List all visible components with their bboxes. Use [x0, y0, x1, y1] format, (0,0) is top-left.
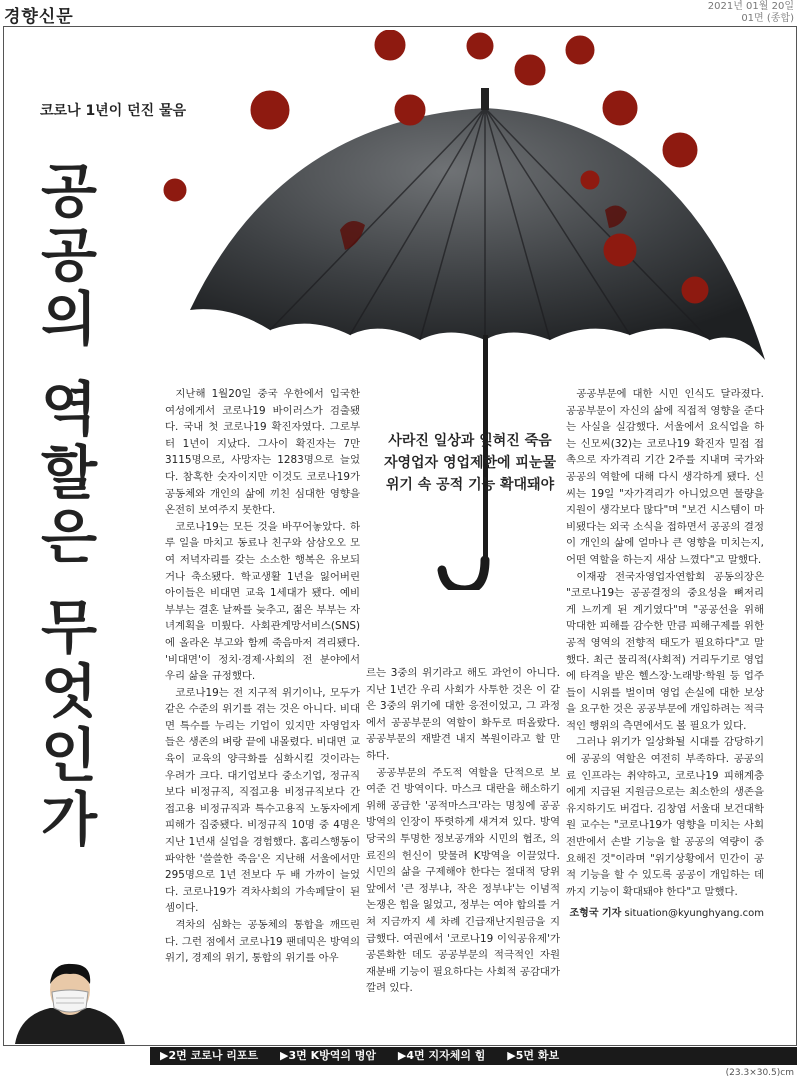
deck-line: 위기 속 공적 기능 확대돼야	[385, 477, 555, 493]
index-link[interactable]: ▶3면 K방역의 명암	[280, 1049, 377, 1062]
deck-line: 자영업자 영업제한에 피눈물	[383, 455, 557, 471]
reporter-name: 조형국 기자	[569, 908, 622, 920]
paragraph: 지난해 1월20일 중국 우한에서 입국한 여성에게서 코로나19 바이러스가 검출됐다. 국내 첫 코로나19 확진자였다. 그로부터 1년이 지났다. 그사이 확진자는 7만 3115명으로, 사망자는 1283명으로 늘었다. 참혹한 숫자이지만 이것도 코로나19가 공동체와 개인의 삶에 끼친 심대한 영향을 온전히 보여주지 못한다.	[165, 388, 360, 517]
kicker: 코로나 1년이 던진 물음	[40, 103, 187, 119]
page-line: 01면 (종합)	[741, 13, 794, 24]
footer-index	[150, 1047, 797, 1065]
reporter-email: situation@kyunghyang.com	[624, 908, 764, 920]
deck	[370, 430, 570, 496]
paragraph: 그러나 위기가 일상화될 시대를 감당하기에 공공의 역할은 여전히 부족하다. 공공의료 인프라는 취약하고, 코로나19 피해계층에게 지급된 지원금으로는 최소한의 생존을 유지하기도 버겁다. 김창엽 서울대 보건대학원 교수는 "코로나19가 영향을 미치는 사회 전반에서 손발 기능을 할 공공의 역량이 중요해진 것"이라며 "위기상황에서 민간이 공적 기능을 할 수 있도록 공공이 개입하는 데까지 기능이 확대돼야 한다"고 말했다.	[566, 736, 764, 898]
index-link[interactable]: ▶5면 화보	[507, 1049, 560, 1062]
reporter-avatar	[10, 960, 130, 1044]
paragraph: 코로나19는 전 지구적 위기이나, 모두가 같은 수준의 위기를 겪는 것은 아니다. 비대면 특수를 누리는 기업이 있지만 자영업자들은 생존의 벼랑 끝에 내몰렸다. 비대면 교육이 교육의 양극화를 심화시킬 것이라는 우려가 크다. 대기업보다 중소기업, 정규직보다 비정규직, 직접고용 비정규직보다 간접고용 비정규직과 특수고용직 노동자에게 피해가 집중됐다. 비정규직 10명 중 4명은 지난 1년새 실업을 경험했다. 홈리스행동이 파악한 '쓸쓸한 죽음'은 지난해 서울에서만 295명으로 1년 전보다 두 배 가까이 늘었다. 코로나19가 격차사회의 가속페달이 된 셈이다.	[165, 686, 360, 915]
article-column-1	[165, 386, 360, 967]
umbrella-handle	[442, 560, 485, 590]
index-link[interactable]: ▶4면 지자체의 힘	[397, 1049, 486, 1062]
headline: 공공의 역할은 무엇인가	[30, 160, 98, 853]
page-size-note: (23.3×30.5)cm	[725, 1068, 794, 1078]
byline	[566, 906, 764, 923]
article-column-2	[366, 665, 560, 997]
deck-line: 사라진 일상과 잊혀진 죽음	[388, 433, 552, 449]
article-column-3	[566, 386, 764, 923]
masthead	[0, 0, 800, 26]
paragraph: 공공부문에 대한 시민 인식도 달라졌다. 공공부문이 자신의 삶에 직접적 영향을 준다는 사실을 실감했다. 서울에서 요식업을 하는 신모씨(32)는 코로나19 확진자 밀접 접촉으로 자가격리 기간 2주를 지내며 국가와 공공의 역할에 대해 다시 생각하게 됐다. 신씨는 19일 "자가격리가 아니었으면 물량을 지원이 생각보다 많다"며 "보건 시스템이 마비됐다는 외국 소식을 접하면서 공공의 결정이 개인의 삶에 얼마나 큰 영향을 미치는지, 어떤 역할을 하는지 새삼 느꼈다"고 말했다.	[566, 388, 764, 566]
umbrella-tip	[481, 88, 489, 110]
issue-date	[708, 1, 794, 25]
newspaper-logo: 경향신문	[4, 7, 74, 27]
paragraph: 격차의 심화는 공동체의 통합을 깨뜨린다. 그런 점에서 코로나19 팬데믹은 방역의 위기, 경제의 위기, 통합의 위기를 아우	[165, 919, 360, 965]
index-link[interactable]: ▶2면 코로나 리포트	[160, 1049, 259, 1062]
paragraph: 이재광 전국자영업자연합회 공동의장은 "코로나19는 공공결정의 중요성을 뼈저리게 느끼게 된 계기였다"며 "공공선을 위해 막대한 피해를 감수한 만큼 피해구제를 위한 공적 영역의 전향적 태도가 필요하다"고 말했다. 최근 물리적(사회적) 거리두기로 영업에 타격을 받은 헬스장·노래방·학원 등 업주들이 시위를 벌이며 영업 손실에 대한 보상을 요구한 것은 공공부문에 개입하려는 적극적인 행위의 측면에서도 볼 필요가 있다.	[566, 570, 764, 732]
paragraph: 공공부문의 주도적 역할을 단적으로 보여준 건 방역이다. 마스크 대란을 해소하기 위해 공급한 '공적마스크'라는 명칭에 공공 방역의 인장이 뚜렷하게 새겨져 있다. 방역당국의 투명한 정보공개와 시민의 협조, 의료진의 헌신이 맞물려 K방역을 이끌었다. 시민의 삶을 구제해야 한다는 절대적 당위 앞에서 '큰 정부냐, 작은 정부냐'는 이념적 논쟁은 힘을 잃었고, 정부는 여야 합의를 거쳐 지금까지 세 차례 긴급재난지원금을 지급했다. 여권에서 '코로나19 이익공유제'가 공론화한 데도 공공부문의 적극적인 자원 재분배 기능이 필요하다는 사회적 공감대가 깔려 있다.	[366, 766, 560, 995]
paragraph: 코로나19는 모든 것을 바꾸어놓았다. 하루 일을 마치고 동료나 친구와 삼삼오오 모여 저녁자리를 갖는 소소한 행복은 유보되거나 축소됐다. 학교생활 1년을 잃어버린 아이들은 비대면 교육 1세대가 됐다. 예비부부는 결혼 날짜를 늦추고, 젊은 부부는 자녀계획을 미뤘다. 사회관계망서비스(SNS)에 올라온 부고와 함께 죽음마저 격리됐다. '비대면'이 정치·경제·사회의 전 분야에서 우리 삶을 규정했다.	[165, 520, 360, 683]
paragraph: 르는 3중의 위기라고 해도 과언이 아니다. 지난 1년간 우리 사회가 사투한 것은 이 같은 3중의 위기에 대한 응전이었고, 그 과정에서 공공부문의 역할이 화두로 떠올랐다. 공공부문의 재발견 내지 복원이라고 할 만하다.	[366, 667, 560, 762]
date-line: 2021년 01월 20일	[707, 1, 794, 12]
